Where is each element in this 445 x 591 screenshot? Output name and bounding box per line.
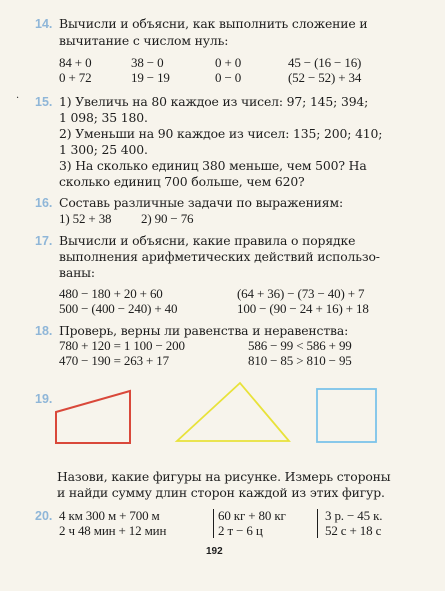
task-17-expr: 480 − 180 + 20 + 60 <box>59 286 163 301</box>
task-15-number: 15. <box>35 95 53 109</box>
task-15-line: 2) Уменьши на 90 каждое из чисел: 135; 200; 410; <box>59 126 383 141</box>
task-20-divider <box>213 509 214 538</box>
task-17-expr: (64 + 36) − (73 − 40) + 7 <box>237 286 365 301</box>
task-20-expr: 2 т − 6 ц <box>218 523 263 538</box>
task-18-expr: 586 − 99 < 586 + 99 <box>248 338 352 353</box>
task-16-expr-2: 2) 90 − 76 <box>141 211 194 226</box>
task-16-expr-1: 1) 52 + 38 <box>59 211 112 226</box>
task-14-line-1: Вычисли и объясни, как выполнить сложение и <box>59 16 368 31</box>
task-19-line-1: Назови, какие фигуры на рисунке. Измерь стороны <box>57 469 391 484</box>
task-16-number: 16. <box>35 196 53 210</box>
task-20-expr: 4 км 300 м + 700 м <box>59 508 160 523</box>
task-17-line: Вычисли и объясни, какие правила о порядке <box>59 233 356 248</box>
task-18-expr: 810 − 85 > 810 − 95 <box>248 353 352 368</box>
task-17-expr: 500 − (400 − 240) + 40 <box>59 301 178 316</box>
task-15-mark: · <box>16 93 20 104</box>
task-18-number: 18. <box>35 324 53 338</box>
trapezoid-figure <box>56 391 130 443</box>
task-14-number: 14. <box>35 17 53 31</box>
task-20-expr: 3 р. − 45 к. <box>325 508 383 523</box>
task-20-expr: 2 ч 48 мин + 12 мин <box>59 523 167 538</box>
task-17-number: 17. <box>35 234 53 248</box>
task-15-line: 1 098; 35 180. <box>59 110 148 125</box>
task-16-line-1: Составь различные задачи по выражениям: <box>59 195 343 210</box>
task-18-line-1: Проверь, верны ли равенства и неравенства: <box>59 323 349 338</box>
task-14-expr: 0 + 0 <box>215 55 242 70</box>
task-15-line: 1 300; 25 400. <box>59 142 148 157</box>
task-14-expr: 38 − 0 <box>131 55 164 70</box>
triangle-figure <box>177 383 289 441</box>
task-19-number: 19. <box>35 392 53 406</box>
page-number: 192 <box>206 546 223 557</box>
task-14-expr: 0 − 0 <box>215 70 242 85</box>
task-15-line: 3) На сколько единиц 380 меньше, чем 500? На <box>59 158 367 173</box>
task-14-expr: 19 − 19 <box>131 70 170 85</box>
task-19-line-2: и найди сумму длин сторон каждой из этих фигур. <box>57 485 385 500</box>
task-17-line: выполнения арифметических действий использо- <box>59 249 380 264</box>
task-15-line: 1) Увеличь на 80 каждое из чисел: 97; 145; 394; <box>59 94 369 109</box>
task-20-divider <box>317 509 318 538</box>
task-17-line: ваны: <box>59 265 95 280</box>
square-figure <box>317 389 376 442</box>
task-20-expr: 52 с + 18 с <box>325 523 382 538</box>
task-14-expr: (52 − 52) + 34 <box>288 70 362 85</box>
task-14-expr: 45 − (16 − 16) <box>288 55 362 70</box>
task-18-expr: 780 + 120 = 1 100 − 200 <box>59 338 185 353</box>
task-15-line: сколько единиц 700 больше, чем 620? <box>59 174 305 189</box>
task-17-expr: 100 − (90 − 24 + 16) + 18 <box>237 301 369 316</box>
task-20-expr: 60 кг + 80 кг <box>218 508 286 523</box>
task-14-expr: 84 + 0 <box>59 55 92 70</box>
task-20-number: 20. <box>35 509 53 523</box>
task-14-expr: 0 + 72 <box>59 70 92 85</box>
task-18-expr: 470 − 190 = 263 + 17 <box>59 353 169 368</box>
task-14-line-2: вычитание с числом нуль: <box>59 33 229 48</box>
